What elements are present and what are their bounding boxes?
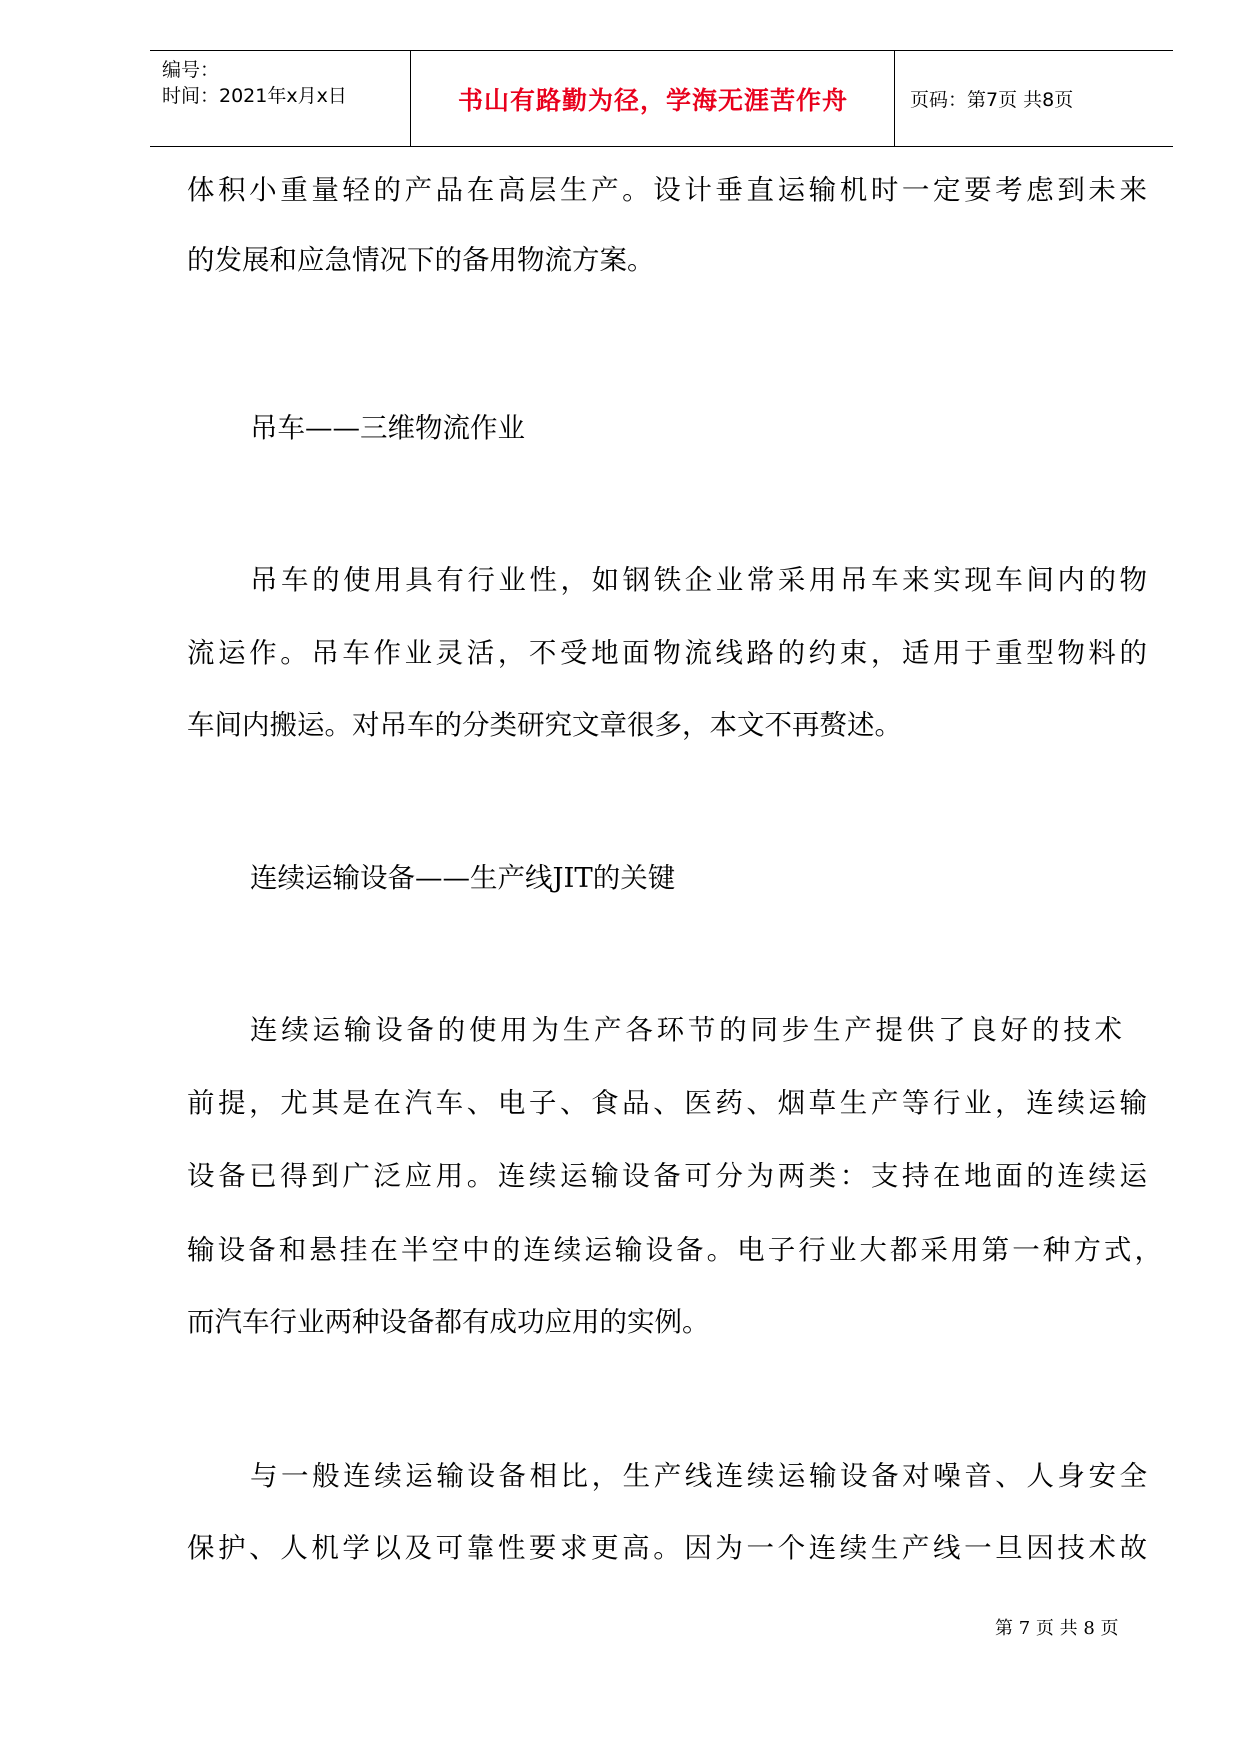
paragraph-line: 流运作。吊车作业灵活，不受地面物流线路的约束，适用于重型物料的: [187, 637, 1147, 669]
paragraph-line: 与一般连续运输设备相比，生产线连续运输设备对噪音、人身安全: [250, 1460, 1147, 1492]
paragraph-line: 设备已得到广泛应用。连续运输设备可分为两类：支持在地面的连续运: [187, 1160, 1147, 1192]
header-left-cell: [150, 51, 410, 146]
header-right-cell: [896, 51, 1173, 146]
paragraph-line: 的发展和应急情况下的备用物流方案。: [187, 244, 655, 276]
header-page-label: 页码：第7页 共8页: [910, 89, 1074, 111]
header-divider: [894, 51, 895, 146]
paragraph-line: 输设备和悬挂在半空中的连续运输设备。电子行业大都采用第一种方式，: [187, 1234, 1162, 1266]
section-heading: 连续运输设备——生产线JIT的关键: [250, 862, 676, 894]
page-header: [150, 50, 1173, 147]
paragraph-line: 体积小重量轻的产品在高层生产。设计垂直运输机时一定要考虑到未来: [187, 174, 1147, 206]
paragraph-line: 吊车的使用具有行业性，如钢铁企业常采用吊车来实现车间内的物: [250, 564, 1147, 596]
header-middle-cell: [412, 51, 894, 146]
header-divider: [410, 51, 411, 146]
paragraph-line: 而汽车行业两种设备都有成功应用的实例。: [187, 1306, 710, 1338]
document-number-label: 编号：: [162, 59, 220, 81]
paragraph-line: 前提，尤其是在汽车、电子、食品、医药、烟草生产等行业，连续运输: [187, 1087, 1147, 1119]
document-date-label: 时间：2021年x月x日: [162, 85, 347, 107]
paragraph-line: 保护、人机学以及可靠性要求更高。因为一个连续生产线一旦因技术故: [187, 1532, 1147, 1564]
paragraph-line: 车间内搬运。对吊车的分类研究文章很多，本文不再赘述。: [187, 709, 902, 741]
section-heading: 吊车——三维物流作业: [250, 412, 525, 444]
header-motto: 书山有路勤为径，学海无涯苦作舟: [457, 85, 848, 115]
page-footer: 第 7 页 共 8 页: [995, 1618, 1119, 1639]
paragraph-line: 连续运输设备的使用为生产各环节的同步生产提供了良好的技术: [250, 1014, 1122, 1046]
